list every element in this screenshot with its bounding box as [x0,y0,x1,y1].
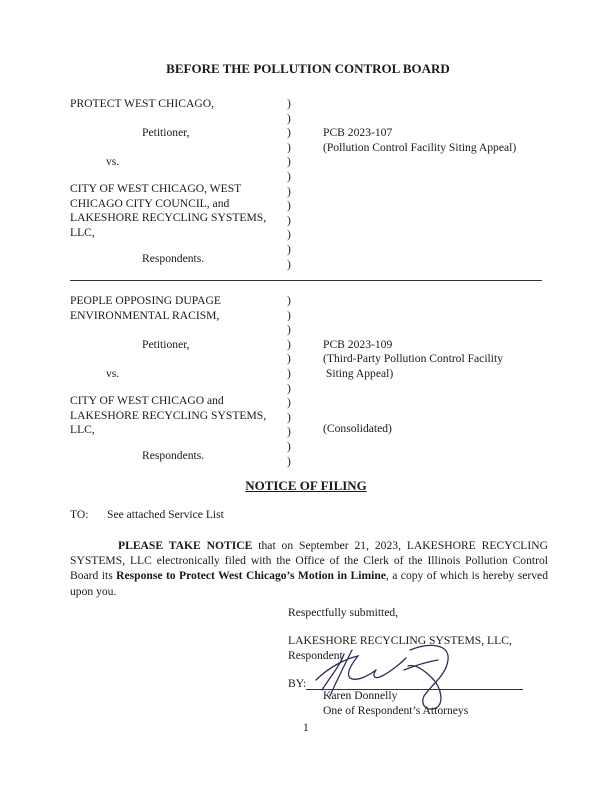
case2-petitioner-line: PEOPLE OPPOSING DUPAGE [70,294,221,307]
case2-consolidated: (Consolidated) [323,422,392,435]
signature-role: Respondent [288,649,343,662]
caption-paren: ) [287,425,291,439]
notice-to-value: See attached Service List [107,508,224,521]
case1-respondent-line: CITY OF WEST CHICAGO, WEST [70,182,242,195]
caption-paren: ) [287,396,291,410]
case2-type-line: (Third-Party Pollution Control Facility [323,352,504,365]
notice-body-2: , a copy of which is hereby served upon you. [70,569,548,598]
case1-respondent-line: LAKESHORE RECYCLING SYSTEMS, [70,211,267,225]
section-divider [70,280,542,281]
case1-respondents [70,182,266,240]
caption-paren: ) [287,242,291,256]
case2-petitioner-line: ENVIRONMENTAL RACISM, [70,308,220,322]
case2-type [323,352,503,381]
page-number: 1 [303,721,309,734]
caption-paren: ) [287,213,291,227]
case1-respondent-line: CHICAGO CITY COUNCIL, and [70,196,230,210]
case1-number: PCB 2023-107 [323,126,393,139]
notice-paragraph [70,538,548,599]
case1-vs: vs. [106,155,120,168]
caption-paren: ) [287,323,291,337]
caption-paren: ) [287,111,291,125]
case2-respondents [70,394,266,438]
signature-firm: LAKESHORE RECYCLING SYSTEMS, LLC, [288,634,512,647]
caption-paren: ) [287,337,291,351]
caption-paren: ) [287,169,291,183]
caption-paren: ) [287,126,291,140]
signature-closing: Respectfully submitted, [288,606,399,619]
case2-petitioner [70,294,221,323]
case1-respondent-line: LLC, [70,225,95,239]
case2-paren-column [287,294,297,469]
case1-petitioner-name: PROTECT WEST CHICAGO, [70,97,214,110]
notice-title: NOTICE OF FILING [245,478,367,493]
caption-paren: ) [287,439,291,453]
case2-vs: vs. [106,367,120,380]
caption-paren: ) [287,228,291,242]
caption-paren: ) [287,352,291,366]
case1-type: (Pollution Control Facility Siting Appeal) [323,141,517,154]
case2-respondent-line: CITY OF WEST CHICAGO and [70,394,224,407]
notice-body-1: that on September 21, 2023, LAKESHORE RECYCLING SYSTEMS, LLC electronically filed with the Office of the Clerk of the Illinois Pollution Control Board its [70,539,548,583]
page-heading: BEFORE THE POLLUTION CONTROL BOARD [166,61,450,76]
caption-paren: ) [287,97,291,110]
case2-type-line: Siting Appeal) [323,366,394,380]
case1-petitioner-role: Petitioner, [142,126,190,139]
caption-paren: ) [287,410,291,424]
caption-paren: ) [287,308,291,322]
caption-paren: ) [287,454,291,468]
case1-respondent-role: Respondents. [142,252,205,265]
caption-paren: ) [287,184,291,198]
caption-paren: ) [287,381,291,395]
signature-by-label: BY: [288,677,307,690]
notice-document-title: Response to Protect West Chicago’s Motion in Limine [116,569,386,583]
case2-respondent-role: Respondents. [142,449,205,462]
notice-lead: PLEASE TAKE NOTICE [118,539,253,552]
caption-paren: ) [287,294,291,307]
case2-respondent-line: LLC, [70,423,95,437]
caption-paren: ) [287,366,291,380]
case2-number: PCB 2023-109 [323,338,393,351]
case1-paren-column [287,97,297,272]
caption-paren: ) [287,199,291,213]
caption-paren: ) [287,155,291,169]
caption-paren: ) [287,257,291,271]
notice-to-label: TO: [70,508,89,521]
signature-title: One of Respondent’s Attorneys [323,704,469,717]
signature-name: Karen Donnelly [323,689,398,702]
caption-paren: ) [287,140,291,154]
case2-respondent-line: LAKESHORE RECYCLING SYSTEMS, [70,408,267,422]
case2-petitioner-role: Petitioner, [142,338,190,351]
